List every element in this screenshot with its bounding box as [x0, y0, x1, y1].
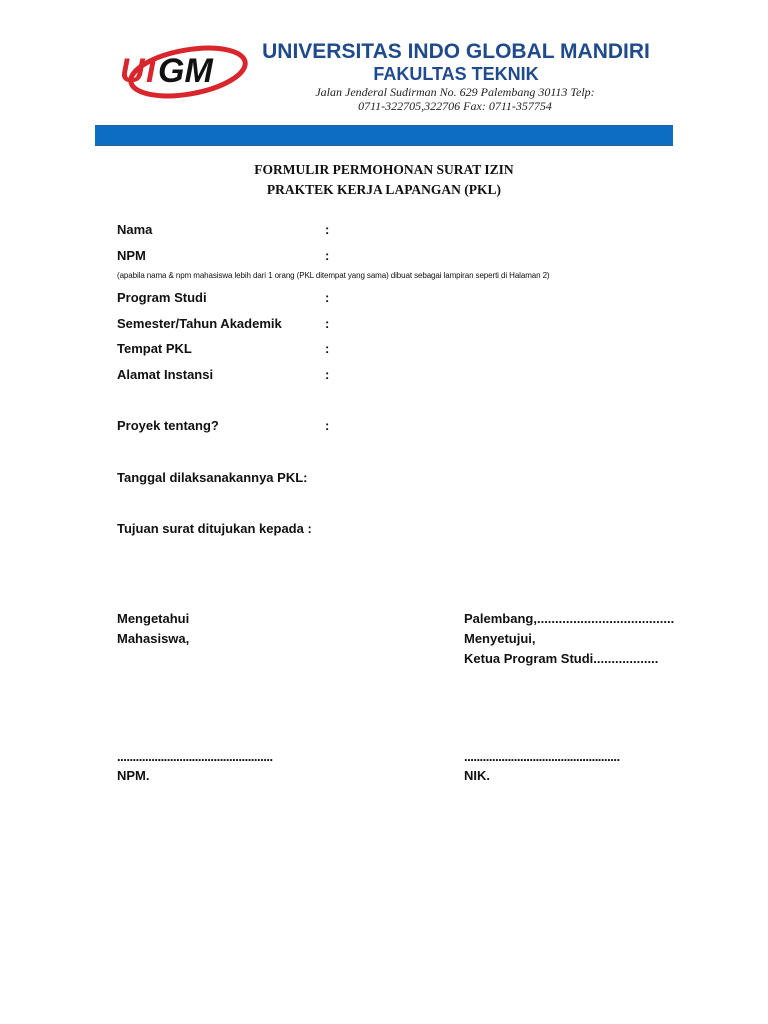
uigm-logo	[118, 40, 252, 104]
npm-note: (apabila nama & npm mahasiswa lebih dari 1 orang (PKL ditempat yang sama) dibuat sebagai lampiran seperti di Halaman 2)	[117, 271, 550, 280]
address-line-2: 0711-322705,322706 Fax: 0711-357754	[358, 99, 552, 113]
form-title-line-2: PRAKTEK KERJA LAPANGAN (PKL)	[266, 182, 502, 197]
sig-right-line-3: Ketua Program Studi..................	[464, 651, 659, 666]
sig-left-dotted-line: ..................................................	[117, 749, 273, 764]
svg-text:U: U	[120, 52, 145, 90]
sig-left-line-2: Mahasiswa,	[117, 631, 190, 646]
field-label-proyek: Proyek tentang?	[117, 418, 219, 433]
address	[270, 85, 640, 113]
field-label-semester: Semester/Tahun Akademik	[117, 316, 282, 331]
field-label-alamat-instansi: Alamat Instansi	[117, 367, 214, 382]
field-label-nama: Nama	[117, 222, 153, 237]
field-label-npm: NPM	[117, 248, 146, 263]
sig-right-nik: NIK.	[464, 768, 490, 783]
sig-left-line-1: Mengetahui	[117, 611, 190, 626]
form-title-line-1: FORMULIR PERMOHONAN SURAT IZIN	[254, 162, 514, 177]
faculty-name: FAKULTAS TEKNIK	[373, 64, 539, 84]
field-label-tujuan: Tujuan surat ditujukan kepada :	[117, 521, 312, 536]
field-label-program-studi: Program Studi	[117, 290, 207, 305]
field-colon: :	[325, 367, 330, 382]
sig-left-npm: NPM.	[117, 768, 150, 783]
field-colon: :	[325, 222, 330, 237]
svg-text:GM: GM	[158, 52, 213, 90]
field-label-tempat-pkl: Tempat PKL	[117, 341, 192, 356]
field-colon: :	[325, 341, 330, 356]
field-colon: :	[325, 316, 330, 331]
address-line-1: Jalan Jenderal Sudirman No. 629 Palembang 30113 Telp:	[315, 85, 595, 99]
sig-right-dotted-line: ..................................................	[464, 749, 620, 764]
sig-right-line-2: Menyetujui,	[464, 631, 536, 646]
university-name: UNIVERSITAS INDO GLOBAL MANDIRI	[262, 40, 650, 63]
sig-right-line-1: Palembang,......................................	[464, 611, 675, 626]
header-divider-bar	[95, 125, 673, 146]
svg-text:I: I	[146, 52, 156, 90]
field-colon: :	[325, 248, 330, 263]
field-colon: :	[325, 418, 330, 433]
field-label-tanggal: Tanggal dilaksanakannya PKL:	[117, 470, 308, 485]
field-colon: :	[325, 290, 330, 305]
